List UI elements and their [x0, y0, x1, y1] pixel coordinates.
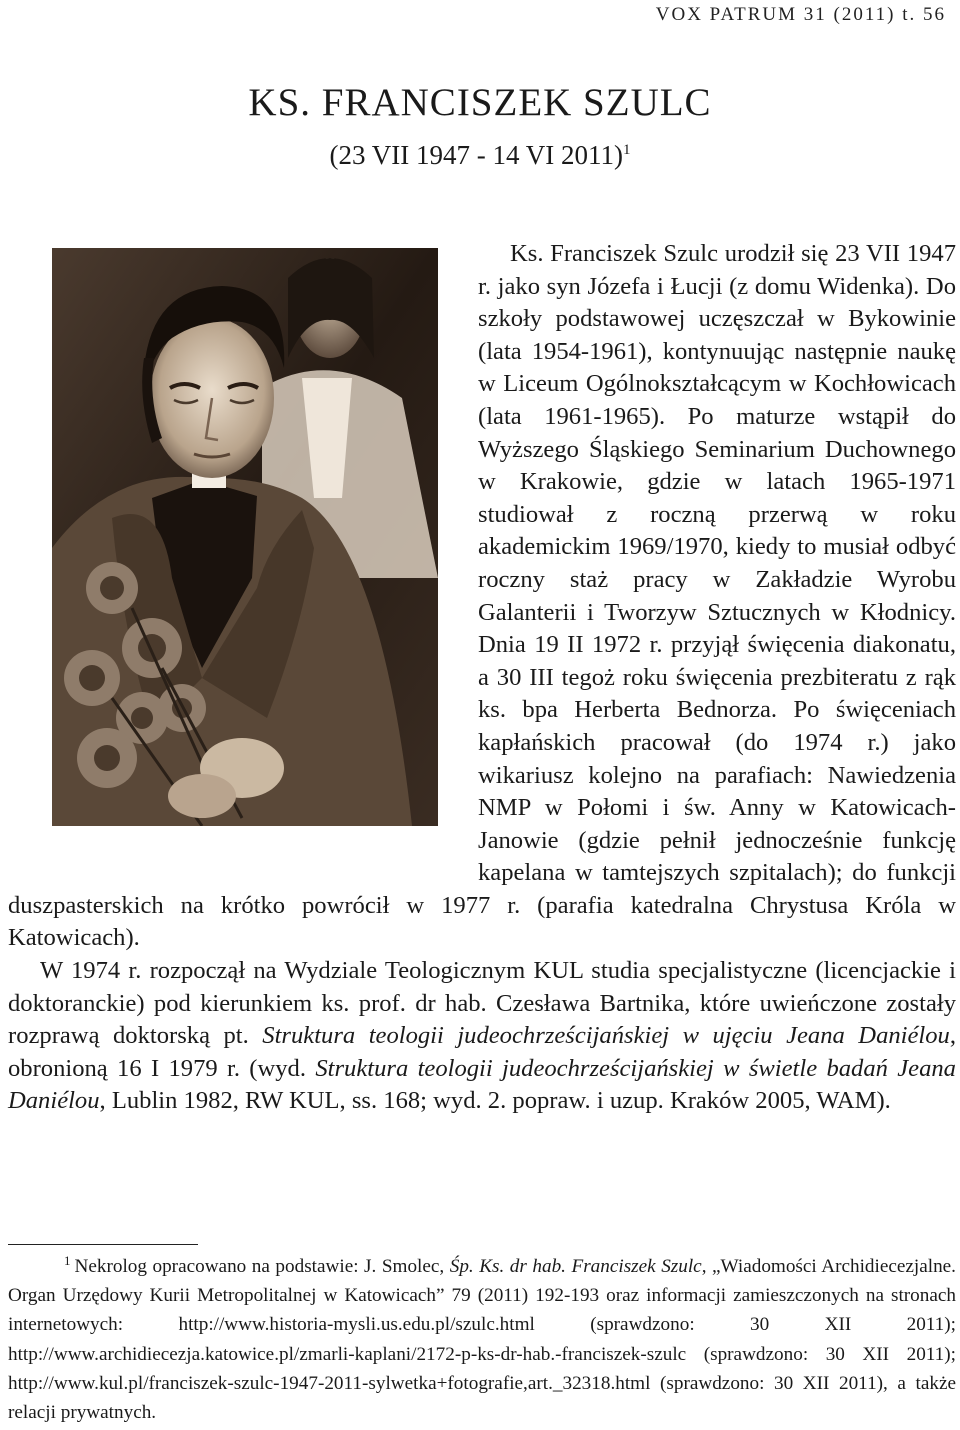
life-dates: [0, 140, 960, 171]
body-paragraph-2-text-c: , Lublin 1982, RW KUL, ss. 168; wyd. 2. popraw. i uzup. Kraków 2005, WAM).: [99, 1087, 891, 1115]
body-paragraph-1: Ks. Franciszek Szulc urodził się 23 VII 1947 r. jako syn Józefa i Łucji (z domu Widenka). Do szkoły podstawowej uczęszczał w Bykowinie (lata 1954-1961), kontynuując następnie naukę w Liceum Ogólnokształcącym w Kochłowicach (lata 1961-1965). Po maturze wstąpił do Wyższego Śląskiego Seminarium Duchownego w Krakowie, gdzie w latach 1965-1971 studiował z roczną przerwą w roku akademickim 1969/1970, kiedy to musiał odbyć roczny staż pracy w Zakładzie Wyrobu Galanterii i Tworzyw Sztucznych w Kłodnicy. Dnia 19 II 1972 r. przyjął święcenia diakonatu, a 30 III tegoż roku święcenia prezbiteratu z rąk ks. bpa Herberta Bednorza. Po święceniach kapłańskich pracował (do 1974 r.) jako wikariusz kolejno na parafiach: Nawiedzenia NMP w Połomi i św. Anny w Katowicach-Janowie (gdzie pełnił jednocześnie funkcję kapelana w tamtejszych szpitalach); do funkcji duszpasterskich na krótko powrócił w 1977 r. (parafia katedralna Chrystusa Króla w Katowicach).: [8, 240, 956, 952]
body-paragraph-2: [8, 955, 956, 1118]
article-title: KS. FRANCISZEK SZULC: [248, 81, 712, 124]
article-body: [8, 238, 956, 1118]
body-paragraph-2-text-b: , obronioną 16 I 1979 r. (wyd.: [8, 1022, 956, 1082]
photo-wrap-spacer: [8, 238, 478, 860]
footnote-rule: [8, 1244, 198, 1245]
footnote: [8, 1252, 956, 1427]
life-dates-text: (23 VII 1947 - 14 VI 2011): [329, 140, 623, 170]
footnote-text-a: Nekrolog opracowano na podstawie: J. Smolec,: [74, 1256, 450, 1277]
published-book-title: Struktura teologii judeochrześcijańskiej w świetle badań Jeana Daniélou: [8, 1054, 956, 1115]
footnote-source-title: Śp. Ks. dr hab. Franciszek Szulc: [449, 1256, 702, 1277]
footnote-text-b: , „Wiadomości Archidiecezjalne. Organ Urzędowy Kurii Metropolitalnej w Katowicach” 79 (2011) 192-193 oraz informacji zamieszczonych na stronach internetowych: http://www.historia-mysli.us.edu.pl/szulc.html (sprawdzono: 30 XII 2011); http://www.archidiecezja.katowice.pl/zmarli-kaplani/2172-p-ks-dr-hab.-franciszek-szulc (sprawdzono: 30 XII 2011); http://www.kul.pl/franciszek-szulc-1947-2011-sylwetka+fotografie,art._32318.html (sprawdzono: 30 XII 2011), a także relacji prywatnych.: [8, 1256, 956, 1424]
footnote-reference[interactable]: 1: [622, 142, 631, 158]
running-head: VOX PATRUM 31 (2011) t. 56: [655, 4, 946, 25]
footnote-mark: 1: [64, 1252, 71, 1268]
dissertation-title: Struktura teologii judeochrześcijańskiej w ujęciu Jeana Daniélou: [262, 1022, 950, 1050]
body-paragraph-2-text-a: W 1974 r. rozpoczął na Wydziale Teologicznym KUL studia specjalistyczne (licencjackie i doktoranckie) pod kierunkiem ks. prof. dr hab. Czesława Bartnika, które uwieńczone zostały rozprawą doktorską pt.: [8, 957, 956, 1050]
